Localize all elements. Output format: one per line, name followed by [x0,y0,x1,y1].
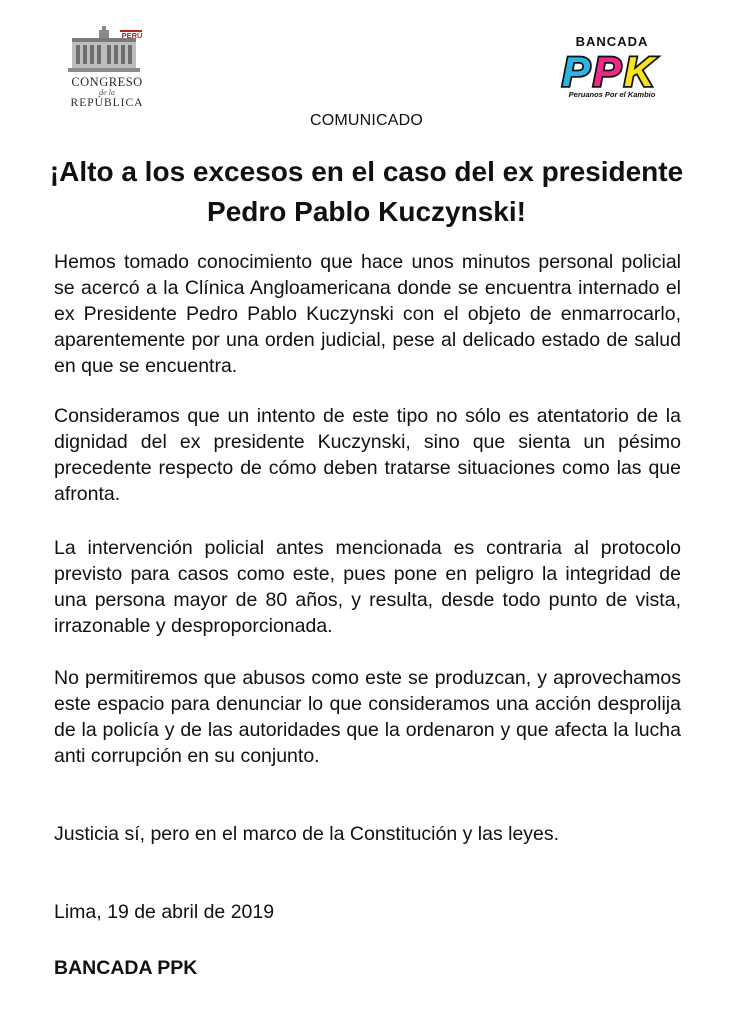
svg-text:P: P [562,48,591,92]
svg-text:K: K [624,48,655,92]
paragraph-1: Hemos tomado conocimiento que hace unos minutos personal policial se acercó a la Clínica Angloamericana donde se encuentra internado el ex Presidente Pedro Pablo Kuczynski con el objeto de enmarrocarlo, aparentemente por una orden judicial, pese al delicado estado de salud en que se encuentra. [54,251,681,377]
congreso-peru-text: PERÚ [121,31,143,40]
paragraph-3: La intervención policial antes mencionada es contraria al protocolo previsto para casos como este, pues pone en peligro la integridad de una persona mayor de 80 años, y resulta, desde todo punto de vista, irrazonable y desproporcionada. [54,537,681,637]
date-line: Lima, 19 de abril de 2019 [54,901,275,923]
headline: ¡Alto a los excesos en el caso del ex presidente Pedro Pablo Kuczynski! [49,156,684,227]
congreso-logo [62,26,152,110]
congreso-name-line2: de la [99,88,115,97]
congreso-name-line3: REPÚBLICA [70,97,144,109]
signature: BANCADA PPK [54,957,198,979]
ppk-logo-slogan: Peruanos Por el Kambio [568,90,656,99]
paragraph-2: Consideramos que un intento de este tipo no sólo es atentatorio de la dignidad del ex presidente Kuczynski, sino que sienta un pésimo precedente respecto de cómo deben tratarse situaciones como las que afronta. [54,405,681,505]
paragraph-5: Justicia sí, pero en el marco de la Constitución y las leyes. [54,823,560,845]
ppk-logo [558,30,666,106]
ppk-logo-bancada: BANCADA [575,34,649,49]
document-label: COMUNICADO [309,112,424,129]
paragraph-4: No permitiremos que abusos como este se produzcan, y aprovechamos este espacio para denunciar lo que consideramos una acción desprolija de la policía y de las autoridades que la ordenaron y que afecta la lucha anti corrupción en su conjunto. [54,667,681,767]
svg-text:P: P [593,48,622,92]
congreso-name-line1: CONGRESO [71,75,143,89]
ppk-letters-mark [560,48,664,92]
